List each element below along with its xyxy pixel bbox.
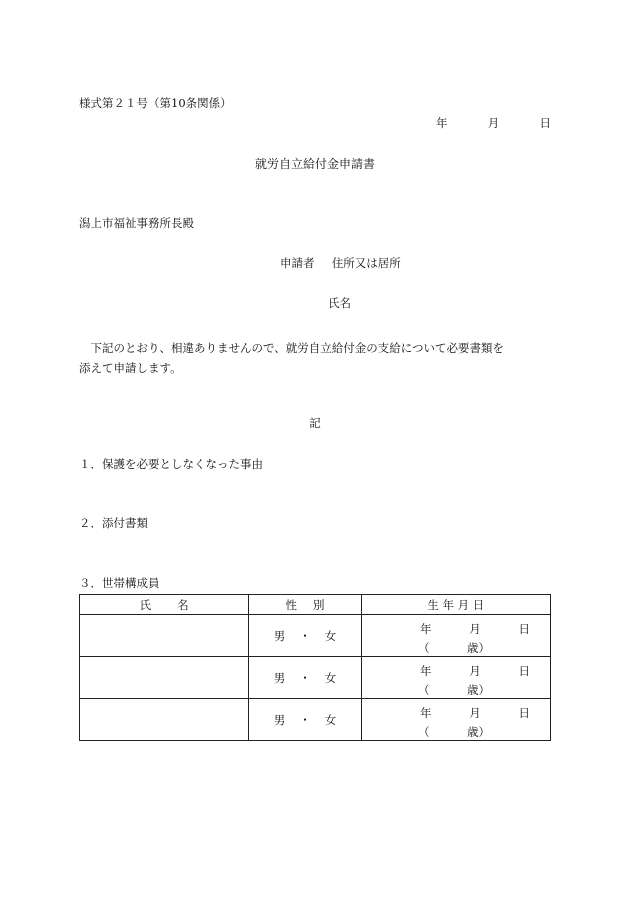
document-title: 就労自立給付金申請書 [254,157,375,171]
header-sex: 性 別 [249,595,361,615]
applicant-address-line [280,258,401,270]
form-number: 様式第２１号（第10条関係） [79,96,232,110]
member-birthdate-cell[interactable]: 年 月 日 （ 歳） [361,699,550,741]
household-members-table [79,594,551,741]
member-sex-cell[interactable]: 男 ・ 女 [249,657,361,699]
table-row [80,615,551,657]
applicant-name-label: 氏名 [328,296,351,310]
header-birthdate: 生 年 月 日 [361,595,550,615]
address-label: 住所又は居所 [331,256,401,270]
item-household-members: ３．世帯構成員 [79,576,160,590]
item-reason: １．保護を必要としなくなった事由 [79,457,263,471]
ki-heading: 記 [309,416,321,430]
header-name: 氏 名 [80,595,249,615]
body-line: 添えて申請します。 [79,361,182,375]
day-label: 日 [539,116,551,130]
applicant-label: 申請者 [280,256,315,270]
date-line [436,118,551,130]
member-name-cell[interactable] [80,699,249,741]
item-attachments: ２．添付書類 [79,516,148,530]
body-text [79,338,539,378]
member-birthdate-cell[interactable]: 年 月 日 （ 歳） [361,657,550,699]
table-row [80,699,551,741]
table-header-row [80,595,551,615]
addressee: 潟上市福祉事務所長殿 [79,216,194,230]
month-label: 月 [487,116,500,130]
year-label: 年 [436,116,448,130]
member-sex-cell[interactable]: 男 ・ 女 [249,615,361,657]
member-name-cell[interactable] [80,615,249,657]
body-line: 下記のとおり、相違ありませんので、就労自立給付金の支給について必要書類を [79,341,505,355]
member-sex-cell[interactable]: 男 ・ 女 [249,699,361,741]
member-birthdate-cell[interactable]: 年 月 日 （ 歳） [361,615,550,657]
member-name-cell[interactable] [80,657,249,699]
table-row [80,657,551,699]
